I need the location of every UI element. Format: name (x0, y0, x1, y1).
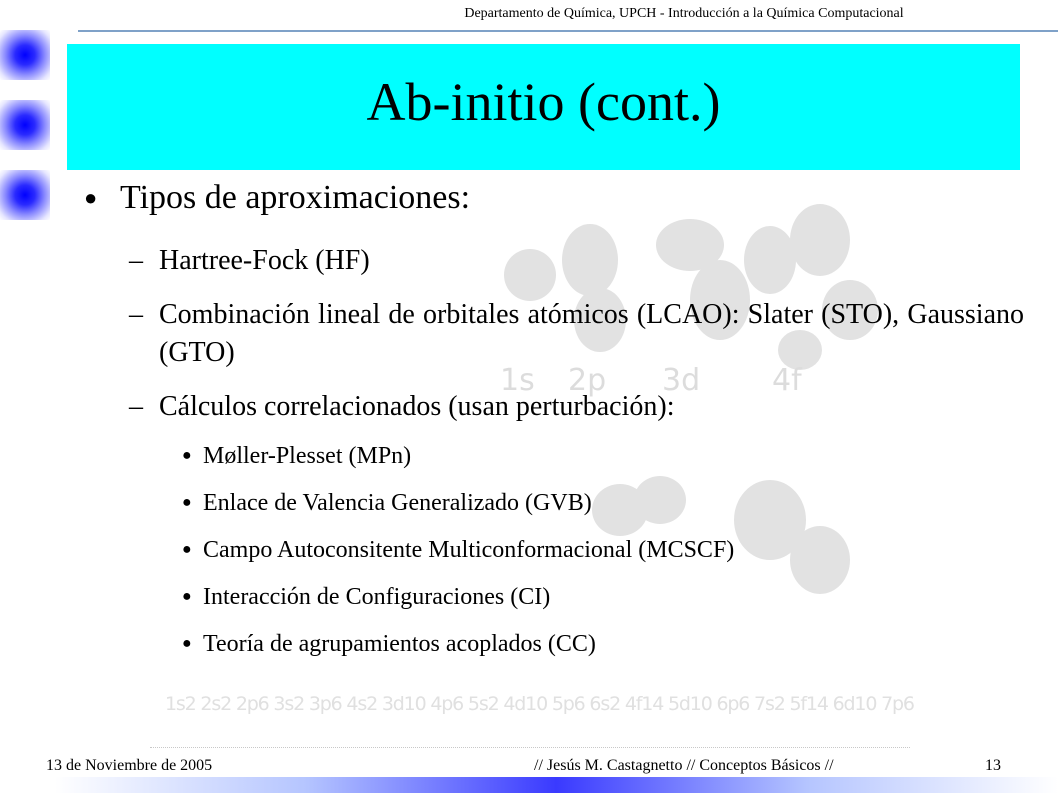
bullet-text: Teoría de agrupamientos acoplados (CC) (203, 631, 596, 657)
slide-header: Departamento de Química, UPCH - Introducción a la Química Computacional (464, 6, 904, 21)
title-band (67, 44, 1020, 170)
footer-divider (150, 747, 910, 748)
orbital-label: 4f (772, 363, 802, 398)
dash-marker: – (129, 245, 143, 276)
bullet-level3 (84, 534, 1024, 566)
bullet-level3 (84, 440, 1024, 472)
bullet-marker: ● (182, 494, 192, 511)
bullet-level3 (84, 487, 1024, 519)
slide-title: Ab-initio (cont.) (366, 72, 721, 132)
orbital-label: 2p (568, 363, 607, 398)
bullet-level3 (84, 628, 1024, 660)
bullet-text: Enlace de Valencia Generalizado (GVB) (203, 490, 592, 516)
bullet-level2 (84, 388, 1024, 426)
footer-date: 13 de Noviembre de 2005 (46, 757, 213, 774)
bullet-text: Tipos de aproximaciones: (120, 179, 471, 216)
blue-dot-icon (0, 170, 50, 220)
electron-configuration: 1s2 2s2 2p6 3s2 3p6 4s2 3d10 4p6 5s2 4d10 5p6 6s2 4f14 5d10 6p6 7s2 5f14 6d10 7p6 (165, 693, 915, 715)
bullet-marker: ● (182, 635, 192, 652)
decorative-dots (0, 30, 52, 230)
bullet-text: Hartree-Fock (HF) (159, 245, 370, 276)
slide-body (84, 172, 1024, 660)
bullet-text: Interacción de Configuraciones (CI) (203, 584, 551, 610)
bullet-text: Campo Autoconsitente Multiconformacional (MCSCF) (203, 537, 735, 563)
bullet-level2 (84, 296, 1024, 372)
bullet-level2 (84, 242, 1024, 280)
blue-dot-icon (0, 30, 50, 80)
bottom-gradient-bar (55, 777, 1058, 793)
bullet-text: Cálculos correlacionados (usan perturbación): (159, 391, 675, 422)
dash-marker: – (129, 391, 143, 422)
bullet-marker: ● (182, 447, 192, 464)
bullet-level3 (84, 581, 1024, 613)
bullet-marker: ● (182, 588, 192, 605)
blue-dot-icon (0, 100, 50, 150)
footer-author: // Jesús M. Castagnetto // Conceptos Básicos // (534, 757, 834, 774)
header-divider (78, 30, 1058, 32)
bullet-text: Møller-Plesset (MPn) (203, 443, 412, 469)
orbital-label: 3d (662, 363, 701, 398)
bullet-marker: ● (84, 185, 98, 210)
bullet-text: Combinación lineal de orbitales atómicos (LCAO): Slater (STO), Gaussiano (GTO) (159, 299, 1024, 368)
orbital-label: 1s (500, 363, 535, 398)
bullet-marker: ● (182, 541, 192, 558)
dash-marker: – (129, 299, 143, 330)
bullet-level1 (84, 172, 1024, 224)
page-number: 13 (985, 757, 1001, 774)
